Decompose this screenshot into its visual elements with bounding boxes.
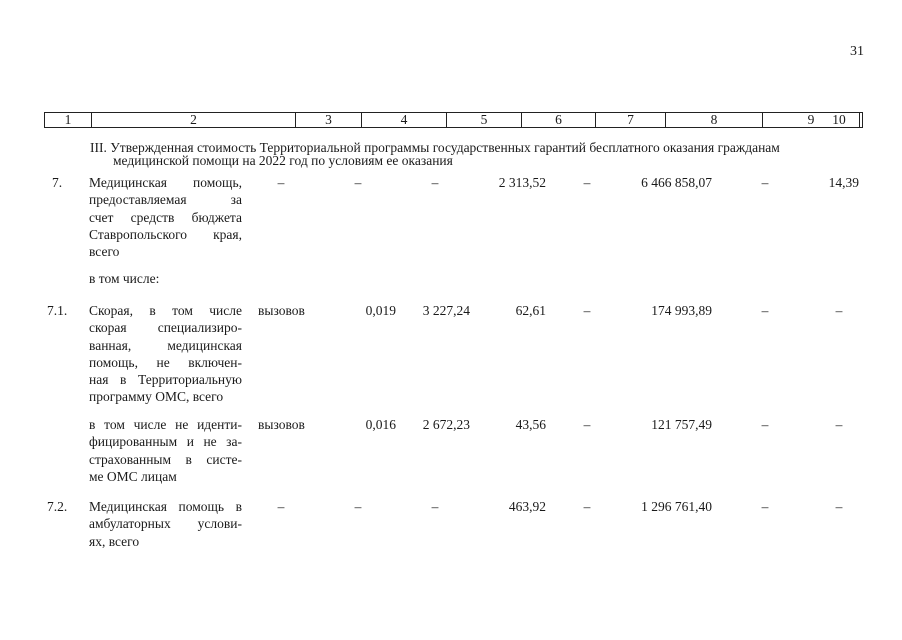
column-number: 2 <box>91 113 295 127</box>
cell-per-capita-budget: 43,56 <box>515 417 546 432</box>
row-description <box>89 302 242 406</box>
description-line: ях, всего <box>89 533 140 549</box>
cell-per-capita-budget: 2 313,52 <box>498 175 546 190</box>
cell-per-capita-oms: – <box>583 175 591 190</box>
section-title-line: медицинской помощи на 2022 год по условиям ее оказания <box>113 153 453 168</box>
column-number: 3 <box>295 113 361 127</box>
column-number: 8 <box>665 113 762 127</box>
column-number-header <box>44 112 863 128</box>
cell-cost-per-unit: – <box>431 499 439 514</box>
page-number: 31 <box>850 44 864 59</box>
column-number: 7 <box>595 113 665 127</box>
description-line: фицированным и не за- <box>89 434 242 450</box>
cell-volume: 0,016 <box>365 417 396 432</box>
cell-percent: 14,39 <box>828 175 859 190</box>
column-number: 4 <box>361 113 446 127</box>
section-title <box>90 141 865 167</box>
cell-percent: – <box>835 417 843 432</box>
row-description <box>89 174 242 260</box>
cell-percent: – <box>835 303 843 318</box>
cell-unit: вызовов <box>258 303 305 318</box>
description-line: скорая специализиро- <box>89 320 242 336</box>
description-line: ме ОМС лицам <box>89 468 177 484</box>
cell-cost-per-unit: – <box>431 175 439 190</box>
column-number: 9 <box>762 113 859 127</box>
description-line: Скорая, в том числе <box>89 303 242 318</box>
cell-total-oms: – <box>761 417 769 432</box>
description-line: всего <box>89 244 120 260</box>
description-line: предоставляемая за <box>89 192 242 208</box>
description-line: страхованным в систе- <box>89 451 242 467</box>
description-line: Медицинская помощь в <box>89 499 242 514</box>
row-description <box>89 498 242 550</box>
row-description <box>89 416 242 485</box>
description-line: помощь, не включен- <box>89 354 242 370</box>
description-line: амбулаторных услови- <box>89 516 242 532</box>
cell-unit: вызовов <box>258 417 305 432</box>
cell-per-capita-budget: 463,92 <box>508 499 546 514</box>
column-number: 6 <box>521 113 595 127</box>
row-number: 7. <box>52 175 63 190</box>
cell-total-budget: 6 466 858,07 <box>641 175 712 190</box>
description-line: ванная, медицинская <box>89 337 242 353</box>
cell-cost-per-unit: 2 672,23 <box>422 417 470 432</box>
description-line: Ставропольского края, <box>89 226 242 242</box>
column-number: 1 <box>64 112 72 127</box>
cell-unit: – <box>277 499 285 514</box>
section-title-line: III. Утвержденная стоимость Территориальной программы государственных гарантий бесплатного оказания гражданам <box>90 140 780 155</box>
cell-per-capita-budget: 62,61 <box>515 303 546 318</box>
cell-total-oms: – <box>761 175 769 190</box>
cell-per-capita-oms: – <box>583 499 591 514</box>
cell-volume: – <box>354 499 362 514</box>
row-number: 7.1. <box>47 303 68 318</box>
cell-volume: 0,019 <box>365 303 396 318</box>
row-number: 7.2. <box>47 499 68 514</box>
cell-per-capita-oms: – <box>583 303 591 318</box>
cell-percent: – <box>835 499 843 514</box>
cell-per-capita-oms: – <box>583 417 591 432</box>
description-line: программу ОМС, всего <box>89 389 224 405</box>
cell-total-budget: 121 757,49 <box>651 417 712 432</box>
column-number: 5 <box>446 113 521 127</box>
row-subheading: в том числе: <box>89 271 160 286</box>
cell-cost-per-unit: 3 227,24 <box>422 303 470 318</box>
column-number: 10 <box>832 112 846 127</box>
cell-total-budget: 1 296 761,40 <box>641 499 712 514</box>
cell-total-oms: – <box>761 303 769 318</box>
cell-unit: – <box>277 175 285 190</box>
description-line: ная в Территориальную <box>89 372 242 388</box>
cell-total-oms: – <box>761 499 769 514</box>
cell-total-budget: 174 993,89 <box>651 303 712 318</box>
cell-volume: – <box>354 175 362 190</box>
description-line: в том числе не иденти- <box>89 417 242 432</box>
description-line: счет средств бюджета <box>89 209 242 225</box>
description-line: Медицинская помощь, <box>89 175 242 190</box>
